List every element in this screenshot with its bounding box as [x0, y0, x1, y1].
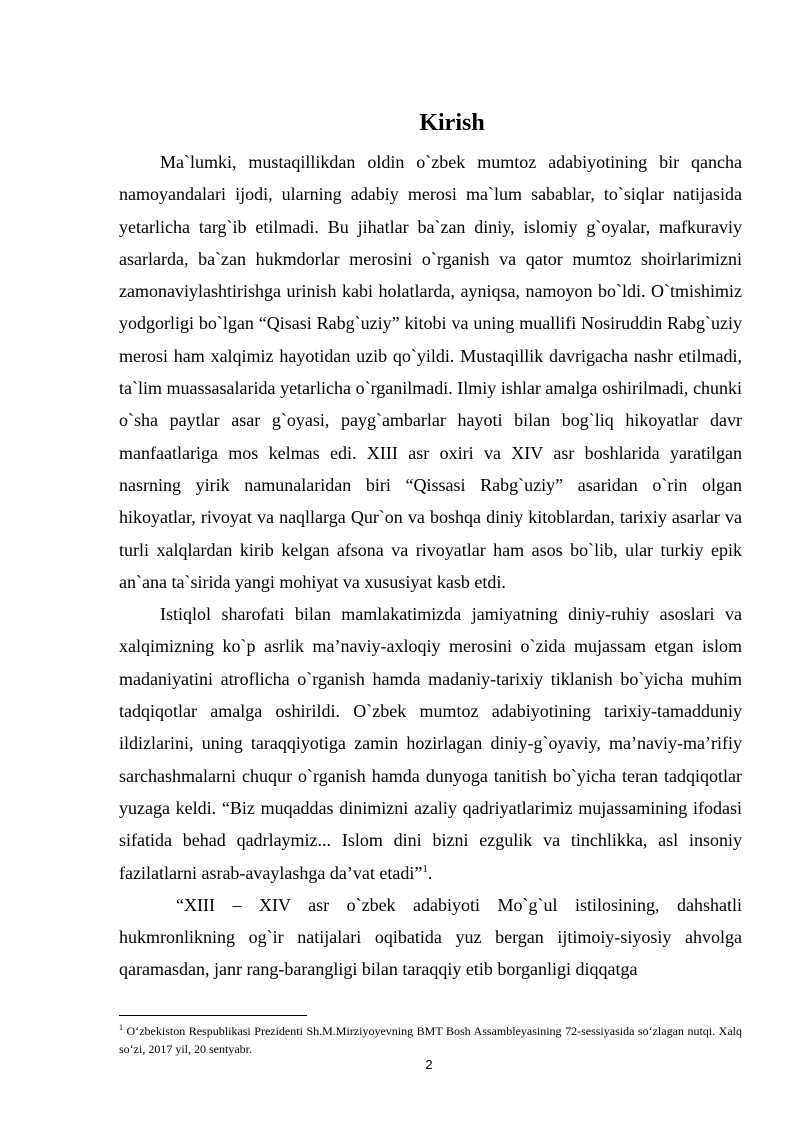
body-text [119, 146, 742, 986]
paragraph-1-text: Ma`lumki, mustaqillikdan oldin o`zbek mumtoz adabiyotining bir qancha namoyandalari ijodi, ularning adabiy merosi ma`lum sabablar, to`siqlar natijasida yetarlicha targ`ib etilmadi. Bu jihatlar ba`zan diniy, islomiy g`oyalar, mafkuraviy asarlarda, ba`zan hukmdorlar merosini o`rganish va qator mumtoz shoirlarimizni zamonaviylashtirishga urinish kabi holatlarda, ayniqsa, namoyon bo`ldi. O`tmishimiz yodgorligi bo`lgan “Qisasi Rabg`uziy” kitobi va uning muallifi Nosiruddin Rabg`uziy merosi ham xalqimiz hayotidan uzib qo`yildi. Mustaqillik davrigacha nashr etilmadi, ta`lim muassasalarida yetarlicha o`rganilmadi. Ilmiy ishlar amalga oshirilmadi, chunki o`sha paytlar asar g`oyasi, payg`ambarlar hayoti bilan bog`liq hikoyatlar davr manfaatlariga mos kelmas edi. XIII asr oxiri va XIV asr boshlarida yaratilgan nasrning yirik namunalaridan biri “Qissasi Rabg`uziy” asaridan o`rin olgan hikoyatlar, rivoyat va naqllarga Qur`on va boshqa diniy kitoblardan, tarixiy asarlar va turli xalqlardan kirib kelgan afsona va rivoyatlar ham asos bo`lib, ular turkiy epik an`ana ta`sirida yangi mohiyat va xususiyat kasb etdi. [119, 152, 742, 592]
paragraph-2-text: Istiqlol sharofati bilan mamlakatimizda jamiyatning diniy-ruhiy asoslari va xalqimizning ko`p asrlik ma’naviy-axloqiy merosini o`zida mujassam etgan islom madaniyatini atroflicha o`rganish hamda madaniy-tarixiy tiklanish bo`yicha muhim tadqiqotlar amalga oshirildi. O`zbek mumtoz adabiyotining tarixiy-tamadduniy ildizlarini, uning taraqqiyotiga zamin hozirlagan diniy-g`oyaviy, ma’naviy-ma’rifiy sarchashmalarni chuqur o`rganish hamda dunyoga tanitish bo`yicha teran tadqiqotlar yuzaga keldi. “Biz muqaddas dinimizni azaliy qadriyatlarimiz mujassamining ifodasi sifatida behad qadrlaymiz... Islom dini bizni ezgulik va tinchlikka, asl insoniy fazilatlarni asrab-avaylashga da’vat etadi” [119, 604, 742, 883]
footnote-reference[interactable]: 1 [422, 862, 428, 875]
footnote [119, 1022, 742, 1058]
paragraph-3-text: “XIII – XIV asr o`zbek adabiyoti Mo`g`ul istilosining, dahshatli hukmronlikning og`ir natijalari oqibatida yuz bergan ijtimoiy-siyosiy ahvolga qaramasdan, janr rang-barangligi bilan taraqqiy etib borganligi diqqatga [119, 894, 742, 980]
paragraph-1 [119, 146, 742, 598]
page-number: 2 [425, 1057, 433, 1072]
footnote-text: O‘zbekiston Respublikasi Prezidenti Sh.M.Mirziyoyevning BMT Bosh Assambleyasining 72-sessiyasida so‘zlagan nutqi. Xalq so‘zi, 2017 yil, 20 sentyabr. [119, 1024, 742, 1056]
footnote-separator [119, 1015, 307, 1016]
footnote-marker: 1 [119, 1023, 123, 1032]
paragraph-2 [119, 598, 742, 889]
paragraph-3 [119, 889, 742, 986]
paragraph-2-end: . [427, 862, 433, 883]
page-title: Kirish [419, 110, 485, 136]
